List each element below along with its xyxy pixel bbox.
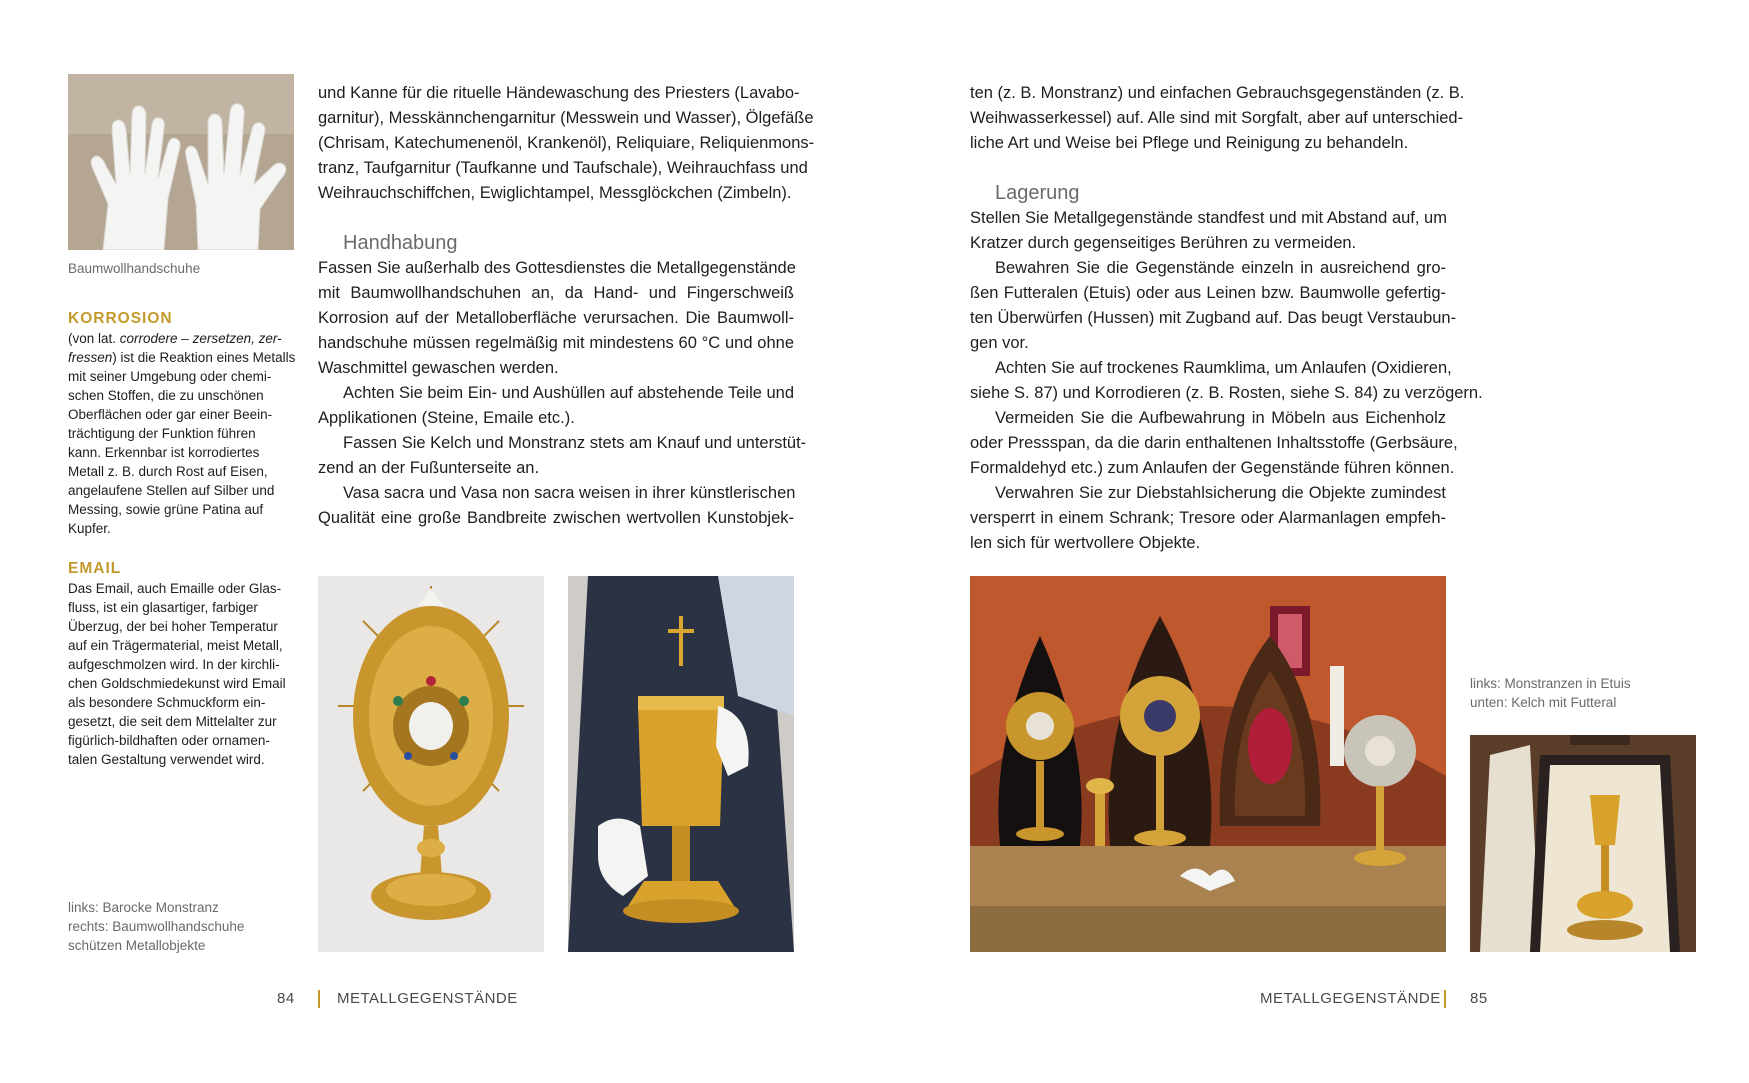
definition-line: aufgeschmolzen wird. In der kirchli- (68, 657, 280, 672)
body-text-line: mit Baumwollhandschuhen an, da Hand- und Fingerschweiß (318, 284, 794, 302)
definition-line: talen Gestaltung verwendet wird. (68, 752, 265, 767)
definition-line: Das Email, auch Emaille oder Glas- (68, 581, 282, 596)
photo-baroque-monstrance (318, 576, 544, 952)
email-definition (68, 579, 286, 769)
definition-line (68, 500, 295, 519)
body-text-line: Formaldehyd etc.) zum Anlaufen der Gegenstände führen können. (970, 459, 1455, 477)
body-text-line: ten Überwürfen (Hussen) mit Zugband auf. Das beugt Verstaubun- (970, 309, 1457, 327)
definition-text: mit seiner Umgebung oder chemi- (68, 369, 272, 384)
section-title-left: METALLGEGENSTÄNDE (337, 990, 518, 1007)
body-text-line: Korrosion auf der Metalloberfläche verursachen. Die Baumwoll- (318, 309, 794, 327)
body-text-line: Verwahren Sie zur Diebstahlsicherung die Objekte zumindest (995, 484, 1446, 502)
body-text-line: Weihrauchschiffchen, Ewiglichtampel, Messglöckchen (Zimbeln). (318, 184, 792, 202)
heading-handhabung: Handhabung (343, 232, 458, 254)
body-text-line: Stellen Sie Metallgegenstände standfest und mit Abstand auf, um (970, 209, 1447, 227)
body-text-line: oder Pressspan, da die darin enthaltenen Inhaltsstoffe (Gerbsäure, (970, 434, 1458, 452)
photo-gloved-chalice (568, 576, 794, 952)
definition-line (68, 462, 295, 481)
caption-line: links: Monstranzen in Etuis (1470, 676, 1631, 691)
definition-line (68, 405, 295, 424)
body-text-line: Kratzer durch gegenseitiges Berühren zu vermeiden. (970, 234, 1357, 252)
body-text-line: ten (z. B. Monstranz) und einfachen Gebrauchsgegenständen (z. B. (970, 84, 1465, 102)
footer-divider-left (318, 990, 320, 1008)
body-text-line: tranz, Taufgarnitur (Taufkanne und Taufschale), Weihrauchfass und (318, 159, 808, 177)
body-text-line: versperrt in einem Schrank; Tresore oder Alarmanlagen empfeh- (970, 509, 1446, 527)
definition-line: auf ein Trägermaterial, meist Metall, (68, 638, 283, 653)
photo-chalice-in-case (1470, 735, 1696, 952)
monstranz-caption (68, 898, 244, 955)
photo-monstrances-in-cases (970, 576, 1446, 952)
body-text-line: Fassen Sie außerhalb des Gottesdienstes die Metallgegenstände (318, 259, 796, 277)
caption-line: schützen Metallobjekte (68, 938, 206, 953)
body-text-line: garnitur), Messkännchengarnitur (Messwein und Wasser), Ölgefäße (318, 109, 814, 127)
definition-line: als besondere Schmuckform ein- (68, 695, 266, 710)
body-text-line: liche Art und Weise bei Pflege und Reinigung zu behandeln. (970, 134, 1409, 152)
email-title: EMAIL (68, 560, 122, 577)
body-text-line: Applikationen (Steine, Emaile etc.). (318, 409, 575, 427)
body-text-line: Vermeiden Sie die Aufbewahrung in Möbeln aus Eichenholz (995, 409, 1446, 427)
definition-text: (von lat. (68, 331, 120, 346)
body-text-line: Qualität eine große Bandbreite zwischen wertvollen Kunstobjek- (318, 509, 794, 527)
body-text-line: Achten Sie beim Ein- und Aushüllen auf abstehende Teile und (343, 384, 795, 402)
caption-line: unten: Kelch mit Futteral (1470, 695, 1617, 710)
definition-line: fluss, ist ein glasartiger, farbiger (68, 600, 258, 615)
definition-line (68, 424, 295, 443)
caption-line: links: Barocke Monstranz (68, 900, 219, 915)
definition-text: Messing, sowie grüne Patina auf (68, 502, 264, 517)
definition-line: gesetzt, die seit dem Mittelalter zur (68, 714, 277, 729)
definition-line: figürlich-bildhaften oder ornamen- (68, 733, 270, 748)
photo-gloves (68, 74, 294, 250)
definition-line (68, 329, 295, 348)
definition-line (68, 519, 295, 538)
footer-divider-right (1444, 990, 1446, 1008)
caption-line: rechts: Baumwollhandschuhe (68, 919, 245, 934)
definition-text: ) ist die Reaktion eines Metalls (112, 350, 296, 365)
definition-text: Metall z. B. durch Rost auf Eisen, (68, 464, 268, 479)
body-text-line: len sich für wertvollere Objekte. (970, 534, 1201, 552)
page-number-84: 84 (277, 990, 295, 1007)
body-text-line: Waschmittel gewaschen werden. (318, 359, 559, 377)
body-text-line: gen vor. (970, 334, 1029, 352)
right-body-column (970, 81, 1483, 556)
latin-term: fressen (68, 350, 113, 365)
body-text-line: Weihwasserkessel) auf. Alle sind mit Sorgfalt, aber auf unterschied- (970, 109, 1464, 127)
definition-line (68, 481, 295, 500)
korrosion-title: KORROSION (68, 310, 173, 327)
definition-text: trächtigung der Funktion führen (68, 426, 256, 441)
definition-text: kann. Erkennbar ist korrodiertes (68, 445, 260, 460)
body-text-line: (Chrisam, Katechumenenöl, Krankenöl), Reliquiare, Reliquienmons- (318, 134, 815, 152)
definition-text: angelaufene Stellen auf Silber und (68, 483, 275, 498)
gloves-caption: Baumwollhandschuhe (68, 261, 201, 276)
definition-text: schen Stoffen, die zu unschönen (68, 388, 264, 403)
body-text-line: Achten Sie auf trockenes Raumklima, um Anlaufen (Oxidieren, (995, 359, 1452, 377)
body-text-line: handschuhe müssen regelmäßig mit mindestens 60 °C und ohne (318, 334, 794, 352)
definition-line: Überzug, der bei hoher Temperatur (68, 619, 278, 634)
section-title-right: METALLGEGENSTÄNDE (1260, 990, 1441, 1007)
definition-text: Oberflächen oder gar einer Beein- (68, 407, 273, 422)
definition-line: chen Goldschmiedekunst wird Email (68, 676, 286, 691)
definition-text: Kupfer. (68, 521, 111, 536)
body-text-line: Fassen Sie Kelch und Monstranz stets am Knauf und unterstüt- (343, 434, 807, 452)
definition-line (68, 348, 295, 367)
etuis-caption (1470, 674, 1631, 712)
body-text-line: Vasa sacra und Vasa non sacra weisen in ihrer künstlerischen (343, 484, 796, 502)
definition-line (68, 367, 295, 386)
body-text-line: siehe S. 87) und Korrodieren (z. B. Rosten, siehe S. 84) zu verzögern. (970, 384, 1483, 402)
heading-lagerung: Lagerung (995, 182, 1080, 204)
body-text-line: Bewahren Sie die Gegenstände einzeln in ausreichend gro- (995, 259, 1446, 277)
page-number-85: 85 (1470, 990, 1488, 1007)
definition-line (68, 443, 295, 462)
latin-term: corrodere – zersetzen, zer- (119, 331, 282, 346)
body-text-line: zend an der Fußunterseite an. (318, 459, 540, 477)
definition-line (68, 386, 295, 405)
korrosion-definition (68, 329, 295, 538)
body-text-line: ßen Futteralen (Etuis) oder aus Leinen bzw. Baumwolle gefertig- (970, 284, 1446, 302)
body-text-line: und Kanne für die rituelle Händewaschung des Priesters (Lavabo- (318, 84, 800, 102)
left-body-column (318, 81, 815, 531)
